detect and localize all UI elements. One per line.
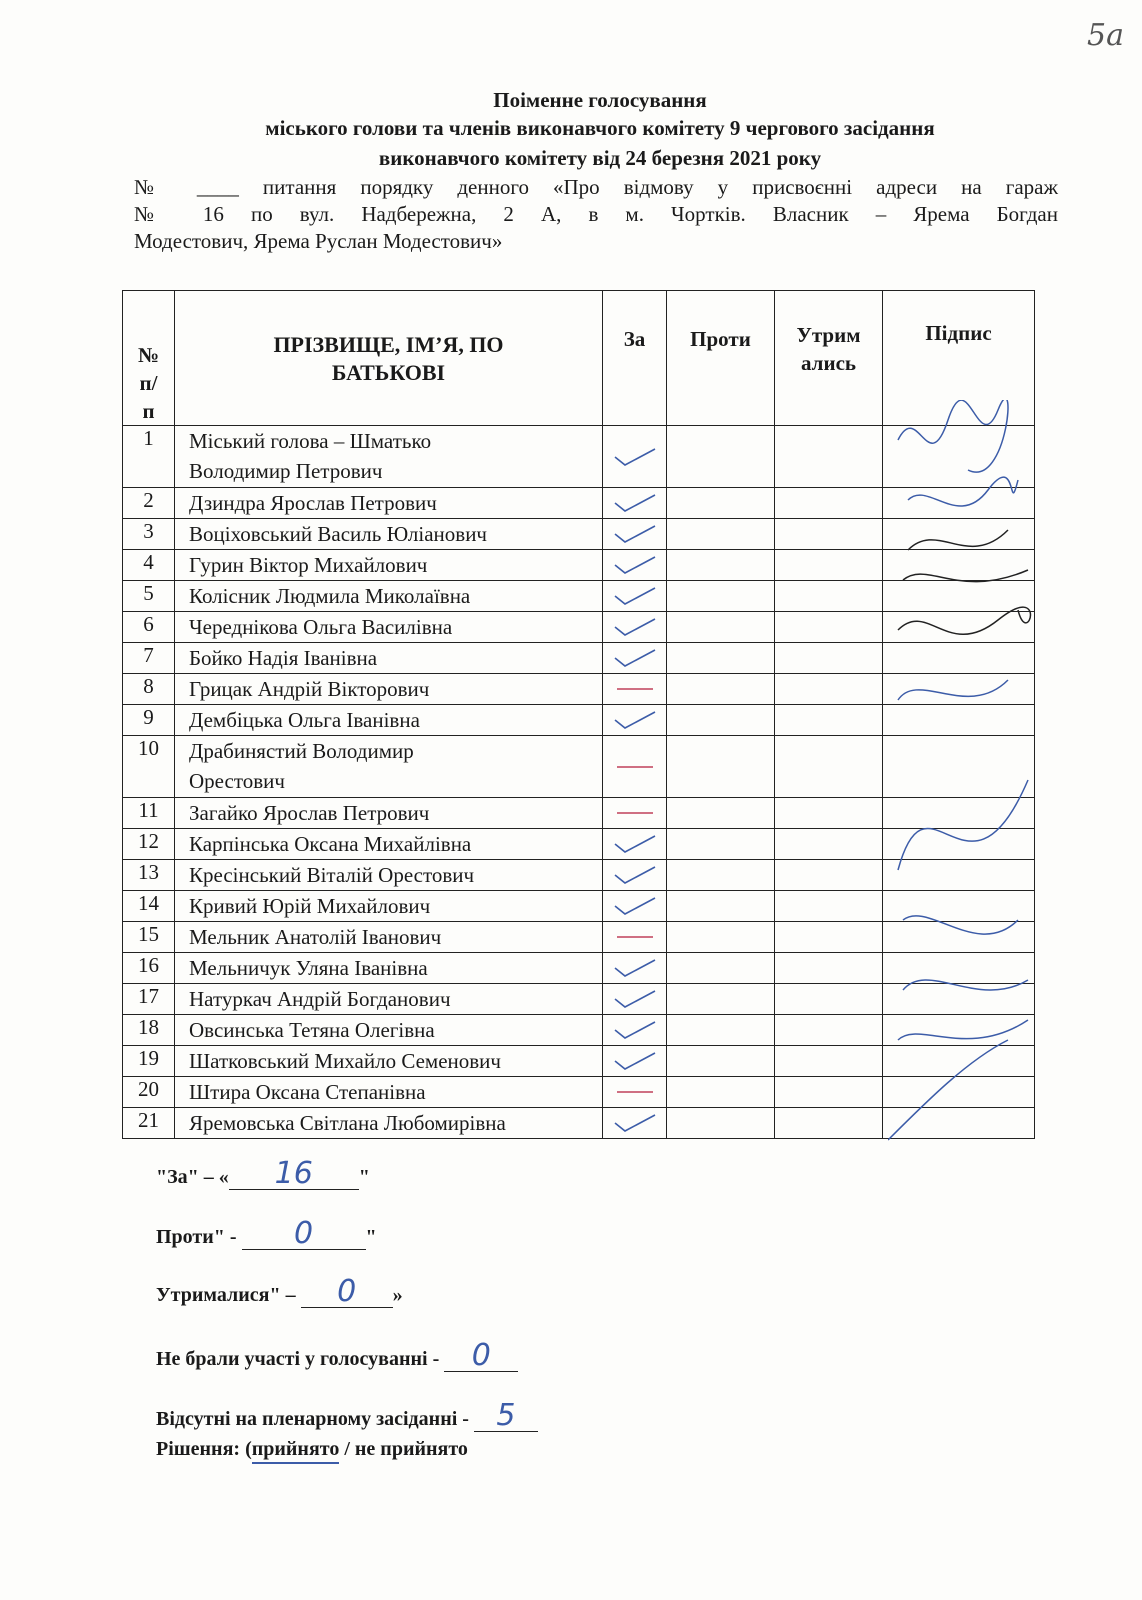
cell-abstain bbox=[775, 612, 883, 643]
cell-against bbox=[667, 705, 775, 736]
row-number: 2 bbox=[123, 488, 175, 519]
col-header-abstain bbox=[775, 291, 883, 426]
header-abstain-line: ались bbox=[801, 351, 856, 375]
dash-mark-icon bbox=[615, 1087, 655, 1097]
summary-not-voted-value: 0 bbox=[471, 1338, 491, 1373]
summary-for-line bbox=[229, 1156, 359, 1191]
member-name-line: Череднікова Ольга Василівна bbox=[189, 615, 453, 639]
dash-mark-icon bbox=[615, 684, 655, 694]
summary-against-label: Проти" - bbox=[156, 1226, 242, 1248]
check-mark-icon bbox=[613, 1020, 657, 1040]
member-name bbox=[175, 705, 603, 736]
summary-for-value: 16 bbox=[274, 1156, 313, 1191]
signature-8 bbox=[903, 916, 1018, 934]
check-mark-icon bbox=[613, 1051, 657, 1071]
signature-2 bbox=[908, 477, 1018, 506]
cell-abstain bbox=[775, 488, 883, 519]
member-name bbox=[175, 891, 603, 922]
row-number: 17 bbox=[123, 984, 175, 1015]
member-name-line: Гурин Віктор Михайлович bbox=[189, 553, 428, 577]
cell-for bbox=[603, 1046, 667, 1077]
cell-abstain bbox=[775, 829, 883, 860]
member-name-line: Драбинястий Володимир bbox=[189, 739, 414, 763]
summary-abstain-line bbox=[301, 1274, 393, 1309]
cell-against bbox=[667, 643, 775, 674]
signature-1 bbox=[898, 400, 1008, 472]
member-name-line: Міський голова – Шматько bbox=[189, 429, 432, 453]
cell-abstain bbox=[775, 922, 883, 953]
row-number: 6 bbox=[123, 612, 175, 643]
document-subtitle: міського голови та членів виконавчого комітету 9 чергового засідання bbox=[265, 116, 935, 140]
header-name-line: БАТЬКОВІ bbox=[331, 360, 446, 385]
cell-for bbox=[603, 426, 667, 488]
cell-abstain bbox=[775, 1046, 883, 1077]
cell-abstain bbox=[775, 1077, 883, 1108]
cell-for bbox=[603, 984, 667, 1015]
member-name bbox=[175, 1108, 603, 1139]
row-number: 9 bbox=[123, 705, 175, 736]
row-number: 20 bbox=[123, 1077, 175, 1108]
member-name-line: Кресінський Віталій Орестович bbox=[189, 863, 475, 887]
member-name bbox=[175, 1046, 603, 1077]
cell-for bbox=[603, 891, 667, 922]
member-name-line: Мельник Анатолій Іванович bbox=[189, 925, 442, 949]
cell-abstain bbox=[775, 1108, 883, 1139]
cell-abstain bbox=[775, 705, 883, 736]
row-number: 8 bbox=[123, 674, 175, 705]
member-name-line: Володимир Петрович bbox=[189, 459, 383, 483]
cell-against bbox=[667, 1015, 775, 1046]
cell-for bbox=[603, 1077, 667, 1108]
summary-absent-label: Відсутні на пленарному засіданні - bbox=[156, 1408, 474, 1430]
signature-5 bbox=[898, 607, 1031, 634]
check-mark-icon bbox=[613, 989, 657, 1009]
row-number: 14 bbox=[123, 891, 175, 922]
summary-not-voted-line bbox=[444, 1338, 518, 1373]
summary-against bbox=[156, 1216, 377, 1251]
cell-abstain bbox=[775, 798, 883, 829]
cell-for bbox=[603, 550, 667, 581]
cell-abstain bbox=[775, 550, 883, 581]
check-mark-icon bbox=[613, 447, 657, 467]
header-num-line: № bbox=[137, 343, 160, 367]
cell-for bbox=[603, 1015, 667, 1046]
signature-scribbles bbox=[888, 400, 1038, 1160]
page-number-handwritten: 5а bbox=[1087, 18, 1124, 53]
member-name bbox=[175, 674, 603, 705]
member-name-line: Яремовська Світлана Любомирівна bbox=[189, 1111, 506, 1135]
summary-for-label: "За" – « bbox=[156, 1166, 229, 1188]
row-number: 21 bbox=[123, 1108, 175, 1139]
cell-against bbox=[667, 550, 775, 581]
cell-abstain bbox=[775, 736, 883, 798]
signature-11 bbox=[888, 1040, 1008, 1140]
row-number: 3 bbox=[123, 519, 175, 550]
member-name-line: Мельничук Уляна Іванівна bbox=[189, 956, 428, 980]
member-name-line: Бойко Надія Іванівна bbox=[189, 646, 378, 670]
decision-accepted: прийнято bbox=[252, 1438, 340, 1464]
col-header-number bbox=[123, 291, 175, 426]
signature-9 bbox=[903, 980, 1028, 990]
summary-abstain-close: » bbox=[392, 1284, 403, 1306]
cell-against bbox=[667, 953, 775, 984]
header-num-line: п bbox=[142, 399, 155, 423]
cell-against bbox=[667, 426, 775, 488]
member-name bbox=[175, 984, 603, 1015]
summary-not-voted-label: Не брали участі у голосуванні - bbox=[156, 1348, 445, 1370]
summary-abstain-label: Утрималися" – bbox=[156, 1284, 301, 1306]
cell-for bbox=[603, 1108, 667, 1139]
document-date-line: виконавчого комітету від 24 березня 2021 року bbox=[378, 146, 822, 170]
cell-against bbox=[667, 798, 775, 829]
cell-for bbox=[603, 705, 667, 736]
cell-abstain bbox=[775, 643, 883, 674]
member-name-line: Грицак Андрій Вікторович bbox=[189, 677, 430, 701]
cell-for bbox=[603, 829, 667, 860]
col-header-for: За bbox=[603, 291, 667, 426]
cell-against bbox=[667, 1108, 775, 1139]
summary-against-value: 0 bbox=[293, 1216, 314, 1251]
cell-against bbox=[667, 984, 775, 1015]
check-mark-icon bbox=[613, 555, 657, 575]
cell-against bbox=[667, 488, 775, 519]
row-number: 1 bbox=[123, 426, 175, 488]
document-title: Поіменне голосування bbox=[493, 88, 707, 112]
member-name-line: Загайко Ярослав Петрович bbox=[189, 801, 430, 825]
header-num-line: п/ bbox=[139, 371, 158, 395]
cell-against bbox=[667, 674, 775, 705]
cell-abstain bbox=[775, 953, 883, 984]
cell-abstain bbox=[775, 519, 883, 550]
member-name-line: Овсинська Тетяна Олегівна bbox=[189, 1018, 435, 1042]
row-number: 16 bbox=[123, 953, 175, 984]
row-number: 19 bbox=[123, 1046, 175, 1077]
check-mark-icon bbox=[613, 896, 657, 916]
row-number: 5 bbox=[123, 581, 175, 612]
cell-for bbox=[603, 519, 667, 550]
header-abstain-line: Утрим bbox=[796, 323, 861, 347]
check-mark-icon bbox=[613, 524, 657, 544]
member-name-line: Дембіцька Ольга Іванівна bbox=[189, 708, 420, 732]
cell-for bbox=[603, 488, 667, 519]
member-name-line: Дзиндра Ярослав Петрович bbox=[189, 491, 437, 515]
check-mark-icon bbox=[613, 710, 657, 730]
check-mark-icon bbox=[613, 648, 657, 668]
cell-against bbox=[667, 829, 775, 860]
cell-for bbox=[603, 922, 667, 953]
row-number: 12 bbox=[123, 829, 175, 860]
member-name bbox=[175, 488, 603, 519]
cell-abstain bbox=[775, 860, 883, 891]
row-number: 15 bbox=[123, 922, 175, 953]
cell-against bbox=[667, 736, 775, 798]
decision-rest: / не прийнято bbox=[339, 1438, 468, 1460]
agenda-item-text bbox=[134, 174, 1058, 255]
member-name-line: Орестович bbox=[189, 769, 285, 793]
member-name bbox=[175, 736, 603, 798]
row-number: 7 bbox=[123, 643, 175, 674]
member-name-line: Воціховський Василь Юліанович bbox=[189, 522, 487, 546]
summary-decision bbox=[156, 1438, 468, 1461]
summary-absent bbox=[156, 1398, 538, 1433]
cell-against bbox=[667, 1077, 775, 1108]
cell-for bbox=[603, 953, 667, 984]
member-name bbox=[175, 953, 603, 984]
member-name bbox=[175, 1015, 603, 1046]
member-name bbox=[175, 519, 603, 550]
member-name-line: Натуркач Андрій Богданович bbox=[189, 987, 451, 1011]
member-name bbox=[175, 643, 603, 674]
summary-for bbox=[156, 1156, 370, 1191]
check-mark-icon bbox=[613, 1113, 657, 1133]
signature-3 bbox=[908, 530, 1008, 550]
signature-10 bbox=[898, 1020, 1028, 1040]
header-name-line: ПРІЗВИЩЕ, ІМ’Я, ПО bbox=[273, 332, 504, 357]
row-number: 18 bbox=[123, 1015, 175, 1046]
agenda-line-2: № 16 по вул. Надбережна, 2 А, в м. Чортків. Власник – Ярема Богдан bbox=[134, 202, 1058, 226]
member-name-line: Штира Оксана Степанівна bbox=[189, 1080, 426, 1104]
summary-against-line bbox=[242, 1216, 366, 1251]
member-name-line: Колісник Людмила Миколаївна bbox=[189, 584, 471, 608]
row-number: 11 bbox=[123, 798, 175, 829]
member-name bbox=[175, 860, 603, 891]
member-name bbox=[175, 798, 603, 829]
row-number: 13 bbox=[123, 860, 175, 891]
row-number: 4 bbox=[123, 550, 175, 581]
col-header-name bbox=[175, 291, 603, 426]
signature-6 bbox=[898, 680, 1008, 700]
summary-abstain-value: 0 bbox=[337, 1274, 357, 1309]
member-name bbox=[175, 550, 603, 581]
agenda-line-3: Модестович, Ярема Руслан Модестович» bbox=[134, 229, 503, 253]
cell-for bbox=[603, 798, 667, 829]
member-name-line: Карпінська Оксана Михайлівна bbox=[189, 832, 472, 856]
member-name-line: Кривий Юрій Михайлович bbox=[189, 894, 431, 918]
summary-against-close: " bbox=[365, 1226, 377, 1248]
check-mark-icon bbox=[613, 958, 657, 978]
summary-absent-line bbox=[474, 1398, 538, 1433]
cell-for bbox=[603, 643, 667, 674]
cell-against bbox=[667, 581, 775, 612]
col-header-signature: Підпис bbox=[883, 291, 1035, 426]
dash-mark-icon bbox=[615, 808, 655, 818]
dash-mark-icon bbox=[615, 762, 655, 772]
cell-abstain bbox=[775, 581, 883, 612]
check-mark-icon bbox=[613, 834, 657, 854]
cell-abstain bbox=[775, 1015, 883, 1046]
cell-abstain bbox=[775, 426, 883, 488]
member-name bbox=[175, 1077, 603, 1108]
row-number: 10 bbox=[123, 736, 175, 798]
cell-against bbox=[667, 860, 775, 891]
cell-for bbox=[603, 860, 667, 891]
cell-against bbox=[667, 612, 775, 643]
check-mark-icon bbox=[613, 865, 657, 885]
member-name bbox=[175, 426, 603, 488]
dash-mark-icon bbox=[615, 932, 655, 942]
cell-for bbox=[603, 674, 667, 705]
agenda-line-1: № ____ питання порядку денного «Про відмову у присвоєнні адреси на гараж bbox=[134, 175, 1058, 199]
col-header-against: Проти bbox=[667, 291, 775, 426]
signature-7 bbox=[898, 780, 1028, 870]
cell-abstain bbox=[775, 984, 883, 1015]
cell-for bbox=[603, 736, 667, 798]
member-name-line: Шатковський Михайло Семенович bbox=[189, 1049, 501, 1073]
cell-against bbox=[667, 922, 775, 953]
cell-against bbox=[667, 519, 775, 550]
summary-absent-value: 5 bbox=[496, 1398, 516, 1433]
member-name bbox=[175, 829, 603, 860]
check-mark-icon bbox=[613, 493, 657, 513]
cell-against bbox=[667, 891, 775, 922]
cell-for bbox=[603, 612, 667, 643]
member-name bbox=[175, 612, 603, 643]
check-mark-icon bbox=[613, 617, 657, 637]
check-mark-icon bbox=[613, 586, 657, 606]
decision-label: Рішення: ( bbox=[156, 1438, 252, 1460]
summary-for-close: " bbox=[358, 1166, 370, 1188]
member-name bbox=[175, 922, 603, 953]
cell-abstain bbox=[775, 891, 883, 922]
cell-for bbox=[603, 581, 667, 612]
cell-abstain bbox=[775, 674, 883, 705]
cell-against bbox=[667, 1046, 775, 1077]
summary-not-voted bbox=[156, 1338, 518, 1373]
member-name bbox=[175, 581, 603, 612]
signature-4 bbox=[903, 570, 1028, 582]
summary-abstain bbox=[156, 1274, 403, 1309]
